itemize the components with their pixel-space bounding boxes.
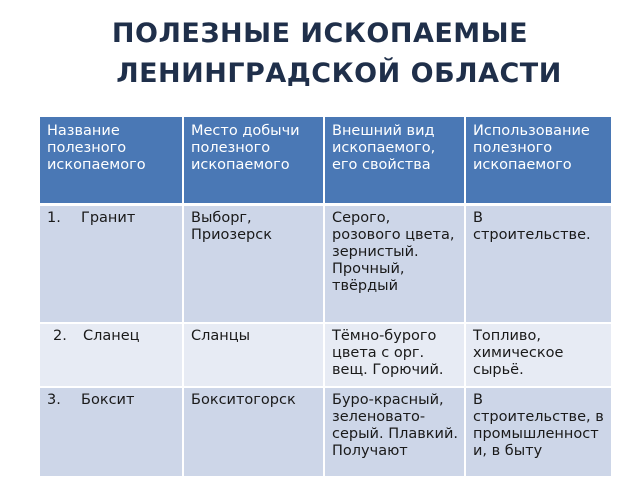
cell-extraction-place: Выборг, Приозерск [183, 205, 324, 324]
minerals-table [40, 117, 611, 478]
cell-usage: Топливо, химическое сырьё. [465, 323, 611, 387]
row-number: 3. [47, 392, 61, 408]
row-number: 2. [53, 328, 67, 344]
table-row [40, 323, 611, 387]
header-appearance-properties: Внешний вид ископаемого, его свойства [324, 117, 465, 205]
mineral-name: Боксит [81, 392, 135, 408]
table-header-row [40, 117, 611, 205]
cell-extraction-place: Бокситогорск [183, 387, 324, 477]
page-title [0, 14, 640, 94]
header-mineral-name: Название полезного ископаемого [40, 117, 183, 205]
cell-appearance-properties: Тёмно-бурого цвета с орг. вещ. Горючий. [324, 323, 465, 387]
cell-extraction-place: Сланцы [183, 323, 324, 387]
cell-appearance-properties: Серого, розового цвета, зернистый. Прочный, твёрдый [324, 205, 465, 324]
table-row [40, 387, 611, 477]
row-number: 1. [47, 210, 61, 226]
header-usage: Использование полезного ископаемого [465, 117, 611, 205]
header-extraction-place: Место добычи полезного ископаемого [183, 117, 324, 205]
cell-mineral-name [40, 323, 183, 387]
mineral-name: Сланец [83, 328, 140, 344]
table-row [40, 205, 611, 324]
cell-usage: В строительстве. [465, 205, 611, 324]
title-line-2: ЛЕНИНГРАДСКОЙ ОБЛАСТИ [116, 58, 562, 89]
cell-appearance-properties: Буро-красный, зеленовато-серый. Плавкий. Получают [324, 387, 465, 477]
cell-usage: В строительстве, в промышленности, в быту [465, 387, 611, 477]
mineral-name: Гранит [81, 210, 136, 226]
cell-mineral-name [40, 205, 183, 324]
title-line-1: ПОЛЕЗНЫЕ ИСКОПАЕМЫЕ [111, 18, 529, 49]
cell-mineral-name [40, 387, 183, 477]
